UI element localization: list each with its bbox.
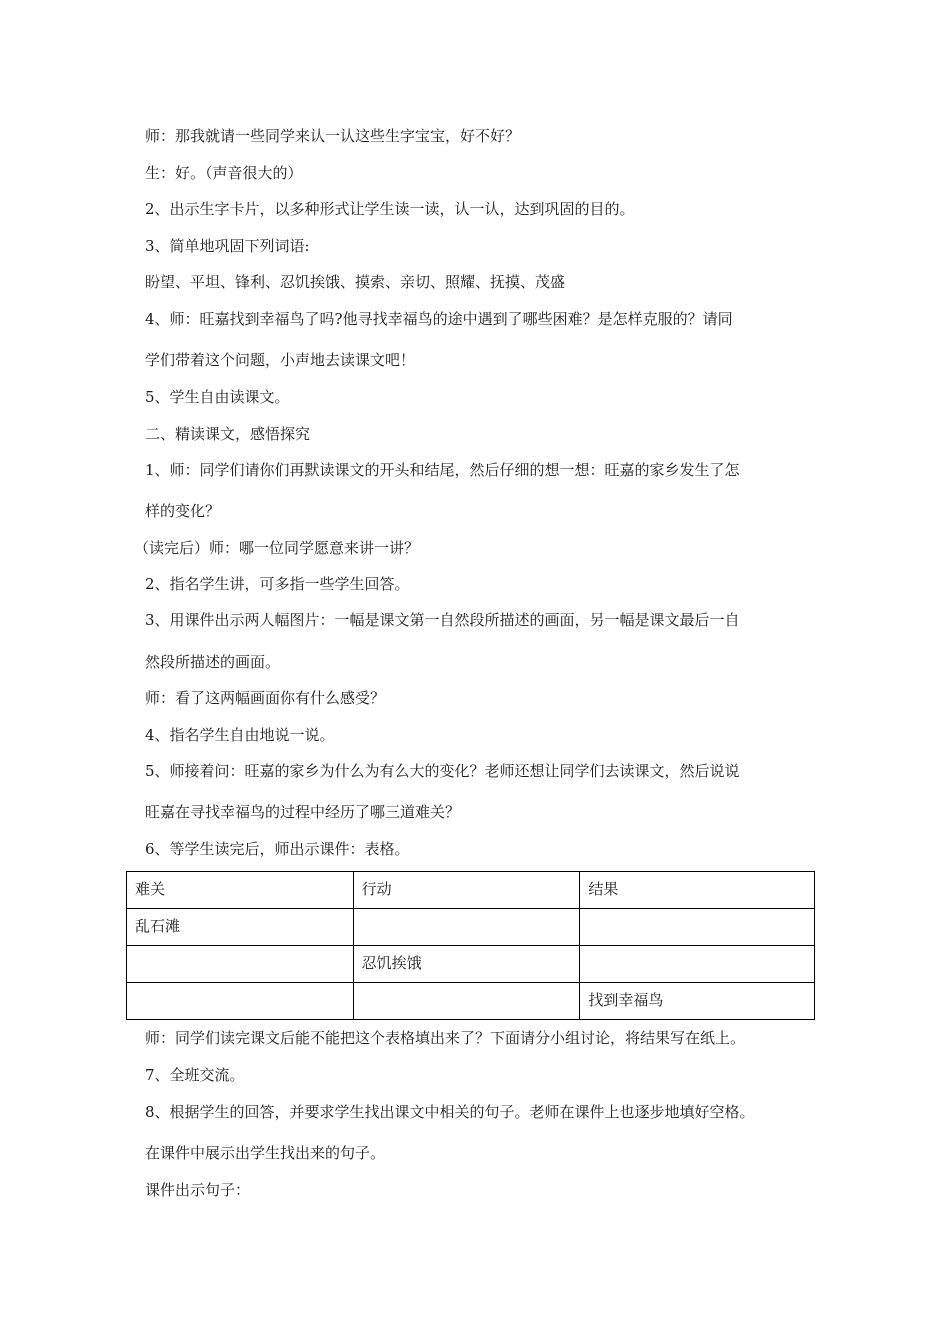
paragraph: 5、学生自由读课文。 [145,388,290,406]
table-cell [127,983,354,1020]
table-header-cell: 结果 [580,872,815,909]
table-header-cell: 难关 [127,872,354,909]
paragraph: 在课件中展示出学生找出来的句子。 [145,1144,386,1162]
paragraph: 3、用课件出示两人幅图片：一幅是课文第一自然段所描述的画面，另一幅是课文最后一自 [145,611,740,629]
table-cell [127,946,354,983]
table-cell: 忍饥挨饿 [353,946,580,983]
paragraph: （读完后）师：哪一位同学愿意来讲一讲？ [134,539,420,557]
table-header-cell: 行动 [353,872,580,909]
paragraph: 样的变化？ [145,502,221,520]
table-cell: 乱石滩 [127,909,354,946]
paragraph: 课件出示句子： [145,1181,251,1199]
paragraph: 然段所描述的画面。 [145,653,281,671]
paragraph: 3、简单地巩固下列词语: [145,237,310,255]
paragraph: 1、师：同学们请你们再默读课文的开头和结尾，然后仔细的想一想：旺嘉的家乡发生了怎 [145,461,740,479]
paragraph: 5、师接着问：旺嘉的家乡为什么为有么大的变化？老师还想让同学们去读课文，然后说说 [145,762,740,780]
paragraph: 7、全班交流。 [145,1066,245,1084]
paragraph: 生：好。（声音很大的） [145,164,303,182]
paragraph: 6、等学生读完后，师出示课件：表格。 [145,840,410,858]
paragraph: 4、指名学生自由地说一说。 [145,726,335,744]
table-cell [353,909,580,946]
table-header-row [127,872,815,909]
table-row [127,909,815,946]
paragraph: 师：那我就请一些同学来认一认这些生字宝宝，好不好？ [145,127,521,145]
paragraph: 8、根据学生的回答，并要求学生找出课文中相关的句子。老师在课件上也逐步地填好空格。 [145,1103,755,1121]
paragraph: 2、出示生字卡片，以多种形式让学生读一读，认一认，达到巩固的目的。 [145,200,635,218]
table-cell: 找到幸福鸟 [580,983,815,1020]
section-heading: 二、精读课文，感悟探究 [145,425,311,443]
paragraph: 4、师：旺嘉找到幸福鸟了吗?他寻找幸福鸟的途中遇到了哪些困难？是怎样克服的？请同 [145,310,733,328]
paragraph: 师：看了这两幅画面你有什么感受？ [145,689,386,707]
paragraph: 旺嘉在寻找幸福鸟的过程中经历了哪三道难关？ [145,803,461,821]
difficulty-table [126,871,815,1020]
table-cell [353,983,580,1020]
paragraph: 师：同学们读完课文后能不能把这个表格填出来了？下面请分小组讨论，将结果写在纸上。 [145,1029,746,1047]
table-cell [580,946,815,983]
paragraph: 2、指名学生讲，可多指一些学生回答。 [145,575,410,593]
table-row [127,983,815,1020]
table-cell [580,909,815,946]
paragraph: 盼望、平坦、锋利、忍饥挨饿、摸索、亲切、照耀、抚摸、茂盛 [145,273,566,291]
table-row [127,946,815,983]
paragraph: 学们带着这个问题，小声地去读课文吧！ [145,351,416,369]
